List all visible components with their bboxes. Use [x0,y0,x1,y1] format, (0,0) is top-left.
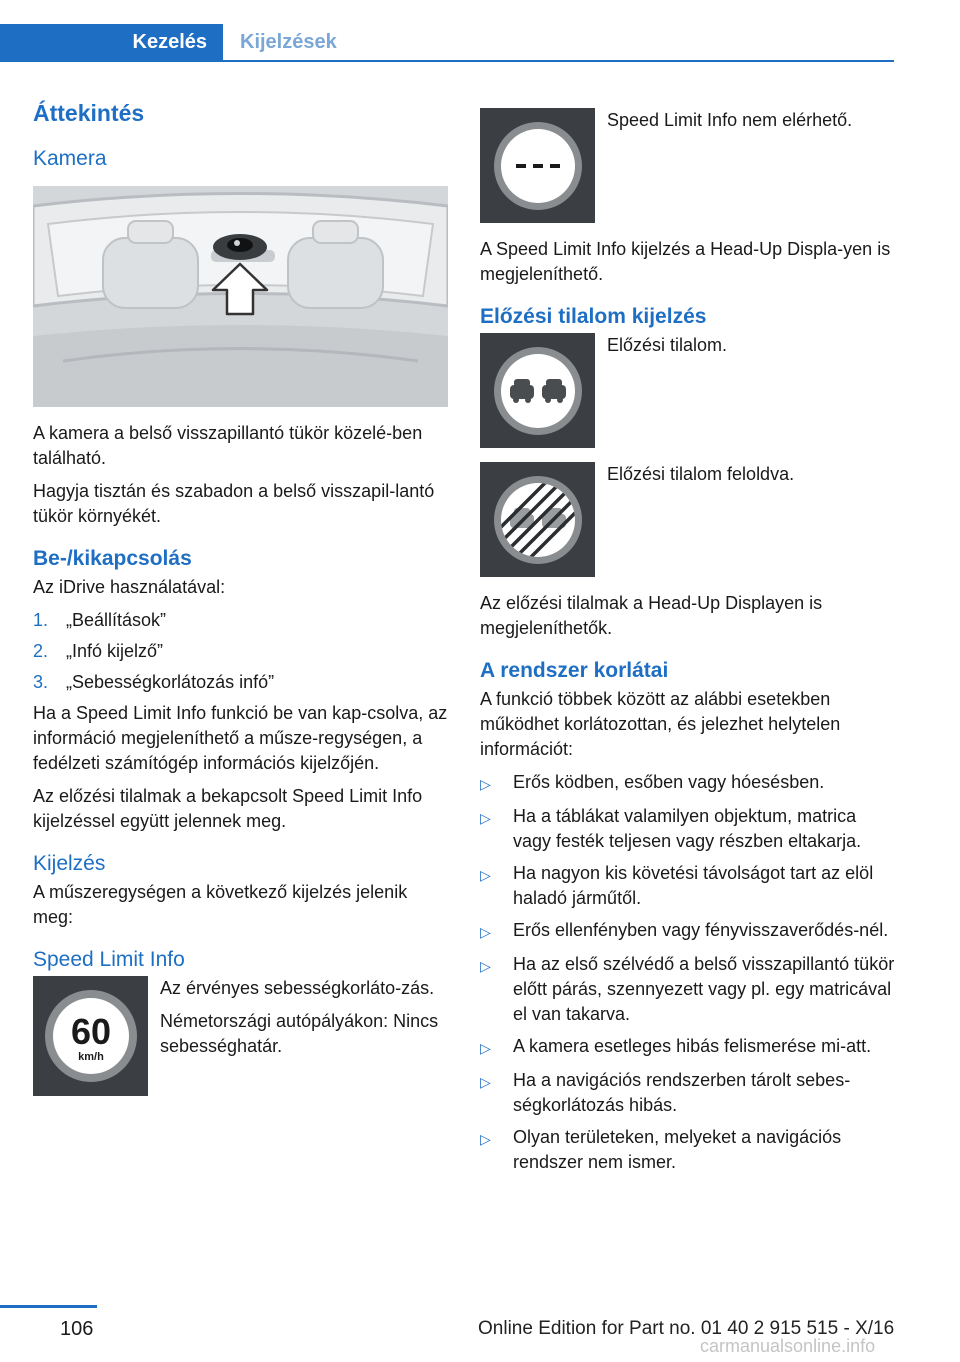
onoff-paragraph-2: Az előzési tilalmak a bekapcsolt Speed Limit Info kijelzéssel együtt jelennek meg. [33,786,423,831]
camera-heading: Kamera [33,147,107,170]
hud-paragraph: A Speed Limit Info kijelzés a Head-Up Displa-yen is megjeleníthető. [480,239,891,284]
camera-clear-text: Hagyja tisztán és szabadon a belső visszapil-lantó tükör környékét. [33,481,435,526]
end-no-overtaking-icon [488,470,588,570]
list-item: ▷ A kamera esetleges hibás felismerése mi-att. [480,1034,895,1061]
overtake-heading: Előzési tilalom kijelzés [480,305,707,328]
onoff-heading: Be-/kikapcsolás [33,547,192,570]
page-title: Áttekintés [33,100,145,126]
na-text: Speed Limit Info nem elérhető. [607,110,853,130]
bullet-triangle-icon: ▷ [480,1074,491,1090]
overtake-end-sign-text [595,462,794,577]
speed-limit-60-icon [41,986,141,1086]
list-item: ▷ Erős ellenfényben vagy fényvisszaverődés-nél. [480,918,895,945]
onoff-paragraph-1: Ha a Speed Limit Info funkció be van kap-csolva, az információ megjeleníthető a műsze-regységen, a fedélzeti számítógép információs kijelzőjén. [33,703,448,773]
list-item: ▷ Ha a navigációs rendszerben tárolt sebes-ségkorlátozás hibás. [480,1068,895,1118]
sign60-unit: km/h [77,1051,104,1063]
camera-location-text: A kamera a belső visszapillantó tükör közelé-ben található. [33,423,423,468]
step-item: 1. „Beállítások” [33,610,167,630]
tab-kezeles[interactable]: Kezelés [0,24,223,60]
overtake-end-text: Előzési tilalom feloldva. [607,464,795,484]
bullet-triangle-icon: ▷ [480,1131,491,1147]
camera-illustration-drawing [33,186,448,407]
step-item: 3. „Sebességkorlátozás infó” [33,672,275,692]
no-overtaking-sign [480,333,595,448]
camera-illustration [33,186,448,407]
speed-limit-na-icon [488,116,588,216]
edition-text: Online Edition for Part no. 01 40 2 915 515 - X/16 [478,1318,895,1339]
sli-sign-text [148,976,448,1096]
watermark: carmanualsonline.info [700,1336,876,1356]
sign60-value: 60 [70,1011,111,1052]
overtake-hud-paragraph: Az előzési tilalmak a Head-Up Displayen is megjeleníthetők. [480,593,823,638]
list-item: ▷ Ha az első szélvédő a belső visszapillantó tükör előtt párás, szennyezett vagy pl. egy matricával el van takarva. [480,952,895,1027]
sli-sign-row [33,976,448,1096]
right-column [480,108,895,1182]
na-sign-row [480,108,895,223]
overtake-text: Előzési tilalom. [607,335,728,355]
speed-limit-60-sign [33,976,148,1096]
list-item: ▷ Olyan területeken, melyeket a navigációs rendszer nem ismer. [480,1125,895,1175]
bullet-triangle-icon: ▷ [480,776,491,792]
bullet-triangle-icon: ▷ [480,958,491,974]
overtake-sign-text [595,333,727,448]
list-item: ▷ Ha nagyon kis követési távolságot tart az elöl haladó járműtől. [480,861,895,911]
page-number: 106 [60,1318,94,1340]
bullet-triangle-icon: ▷ [480,924,491,940]
end-no-overtaking-sign [480,462,595,577]
overtake-sign-row [480,333,895,448]
limits-heading: A rendszer korlátai [480,659,669,682]
display-paragraph: A műszeregységen a következő kijelzés jelenik meg: [33,882,408,927]
bullet-triangle-icon: ▷ [480,1040,491,1056]
display-heading: Kijelzés [33,852,106,875]
list-item: ▷ Erős ködben, esőben vagy hóesésben. [480,770,895,797]
sli-no-limit-text: Németországi autópályákon: Nincs sebességhatár. [160,1011,439,1056]
bullet-triangle-icon: ▷ [480,810,491,826]
tab-kijelzesek[interactable]: Kijelzések [240,30,337,53]
bullet-triangle-icon: ▷ [480,867,491,883]
speed-limit-na-sign [480,108,595,223]
list-item: ▷ Ha a táblákat valamilyen objektum, matrica vagy festék teljesen vagy részben eltakarja. [480,804,895,854]
no-overtaking-icon [488,341,588,441]
limits-intro: A funkció többek között az alábbi esetekben működhet korlátozottan, és jelezhet helytelen információt: [480,689,841,759]
footer-accent-line [0,1305,97,1308]
step-item: 2. „Infó kijelző” [33,641,164,661]
onoff-intro: Az iDrive használatával: [33,577,226,597]
sli-valid-limit-text: Az érvényes sebességkorláto-zás. [160,978,435,998]
na-sign-text [595,108,852,223]
limits-list [480,770,895,1175]
overtake-end-sign-row [480,462,895,577]
sli-heading: Speed Limit Info [33,948,185,971]
left-column [33,100,448,1110]
onoff-steps [33,608,448,695]
header-tabbar [0,24,894,62]
